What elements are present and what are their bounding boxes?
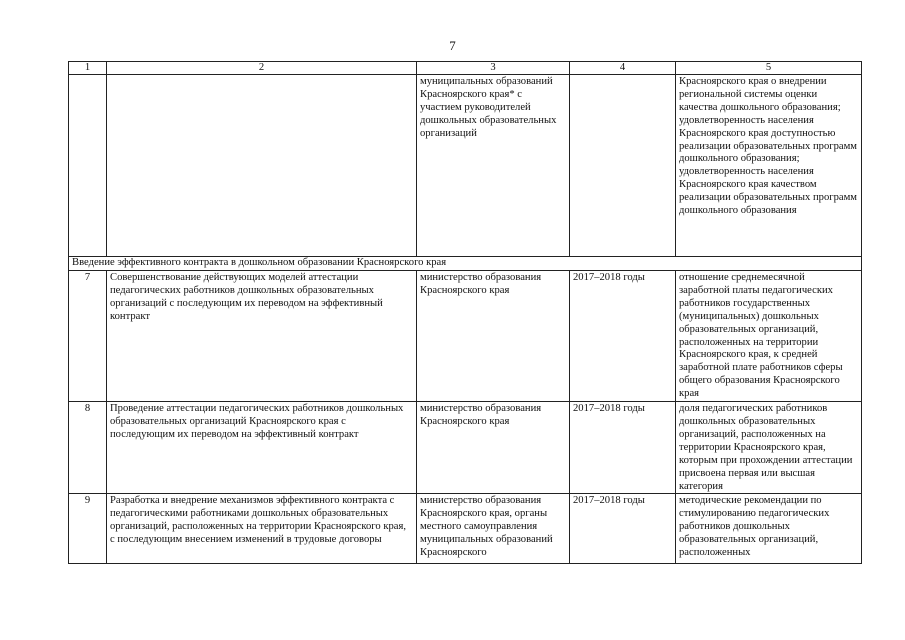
column-header: 5 bbox=[676, 62, 862, 75]
row-activity: Разработка и внедрение механизмов эффективного контракта с педагогическими работниками дошкольных образовательных организаций, расположенных на территории Красноярского края, с последующим внесением изменений в трудовые договоры bbox=[107, 494, 417, 564]
column-header: 2 bbox=[107, 62, 417, 75]
column-header: 4 bbox=[570, 62, 676, 75]
row-activity: Совершенствование действующих моделей аттестации педагогических работников дошкольных образовательных организаций с последующим их переводом на эффективный контракт bbox=[107, 271, 417, 402]
header-row bbox=[69, 62, 862, 75]
table-row bbox=[69, 271, 862, 402]
row-responsible: министерство образования Красноярского края bbox=[417, 402, 570, 494]
row-responsible: министерство образования Красноярского края bbox=[417, 271, 570, 402]
plan-table bbox=[68, 61, 862, 564]
row-responsible: министерство образования Красноярского края, органы местного самоуправления муниципальных образований Красноярского bbox=[417, 494, 570, 564]
section-row bbox=[69, 257, 862, 271]
row-activity: Проведение аттестации педагогических работников дошкольных образовательных организаций Красноярского края с последующим их переводом на эффективный контракт bbox=[107, 402, 417, 494]
row-number: 8 bbox=[69, 402, 107, 494]
row-number: 7 bbox=[69, 271, 107, 402]
column-header: 3 bbox=[417, 62, 570, 75]
row-period: 2017–2018 годы bbox=[570, 402, 676, 494]
row-number: 9 bbox=[69, 494, 107, 564]
table-row-continuation bbox=[69, 75, 862, 257]
row-activity bbox=[107, 75, 417, 257]
section-title: Введение эффективного контракта в дошкольном образовании Красноярского края bbox=[69, 257, 862, 271]
page-number: 7 bbox=[449, 38, 456, 53]
row-period: 2017–2018 годы bbox=[570, 271, 676, 402]
table-row bbox=[69, 402, 862, 494]
row-responsible: муниципальных образований Красноярского края* с участием руководителей дошкольных образовательных организаций bbox=[417, 75, 570, 257]
row-result: доля педагогических работников дошкольных образовательных организаций, расположенных на территории Красноярского края, которым при прохождении аттестации присвоена первая или высшая категория bbox=[676, 402, 862, 494]
column-header: 1 bbox=[69, 62, 107, 75]
row-period: 2017–2018 годы bbox=[570, 494, 676, 564]
row-result: отношение среднемесячной заработной платы педагогических работников государственных (муниципальных) дошкольных образовательных организаций, расположенных на территории Красноярского края, к средней заработной плате работников сферы общего образования Красноярского края bbox=[676, 271, 862, 402]
row-result: методические рекомендации по стимулированию педагогических работников дошкольных образовательных организаций, расположенных bbox=[676, 494, 862, 564]
row-number bbox=[69, 75, 107, 257]
table-row bbox=[69, 494, 862, 564]
row-period bbox=[570, 75, 676, 257]
row-result: Красноярского края о внедрении региональной системы оценки качества дошкольного образования; удовлетворенность населения Красноярского края доступностью реализации образовательных программ дошкольного образования; удовлетворенность населения Красноярского края качеством реализации образовательных программ дошкольного образования bbox=[676, 75, 862, 257]
